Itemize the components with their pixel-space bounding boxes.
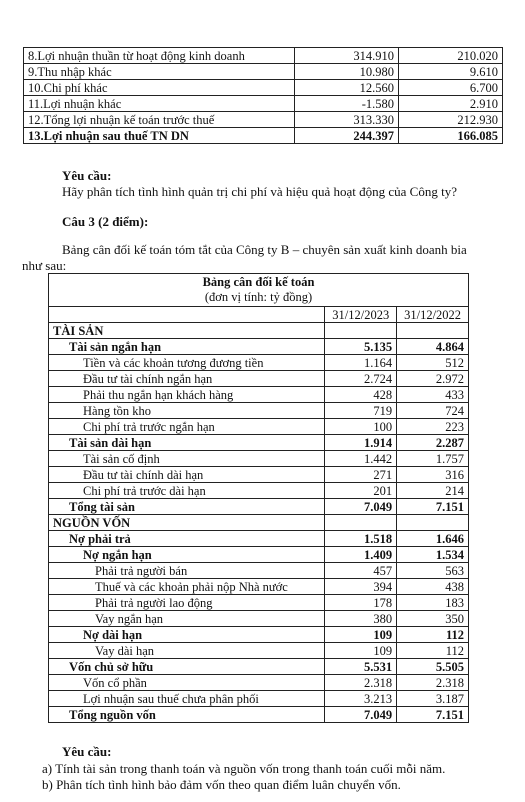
balance-sheet-value-2022: 2.318 [397,675,469,691]
income-value-1: 10.980 [295,64,399,80]
balance-sheet-value-2022: 223 [397,419,469,435]
balance-sheet-unit: (đơn vị tính: tỷ đồng) [204,290,313,304]
income-row [24,80,503,96]
balance-sheet-value-2023: 1.164 [325,355,397,371]
balance-sheet-value-2023: 100 [325,419,397,435]
balance-sheet-value-2023: 271 [325,467,397,483]
balance-sheet-value-2023: 3.213 [325,691,397,707]
income-value-2: 2.910 [399,96,503,112]
balance-sheet-row [49,467,469,483]
balance-sheet-value-2023: 2.724 [325,371,397,387]
balance-sheet-value-2022: 438 [397,579,469,595]
balance-sheet-value-2022: 7.151 [397,707,469,723]
income-value-1: -1.580 [295,96,399,112]
balance-sheet-value-2023: 109 [325,643,397,659]
requirement-2-title: Yêu cầu: [62,744,112,759]
income-statement-table [23,47,503,144]
balance-sheet-label: Vốn cổ phần [49,675,325,691]
balance-sheet-row [49,435,469,451]
balance-sheet-row [49,627,469,643]
balance-sheet-row [49,483,469,499]
balance-sheet-value-2022: 724 [397,403,469,419]
balance-sheet-value-2022: 112 [397,643,469,659]
balance-sheet-label: Đầu tư tài chính dài hạn [49,467,325,483]
income-row [24,128,503,144]
income-label: 8.Lợi nhuận thuần từ hoạt động kinh doanh [24,48,295,64]
balance-sheet-label: Nợ dài hạn [49,627,325,643]
balance-sheet-value-2023: 5.135 [325,339,397,355]
balance-sheet-value-2023: 109 [325,627,397,643]
requirement-2-a: a) Tính tài sản trong thanh toán và nguồn vốn trong thanh toán cuối mỗi năm. [42,761,446,776]
balance-sheet-row [49,403,469,419]
income-value-1: 12.560 [295,80,399,96]
requirement-1-title: Yêu cầu: [62,168,112,183]
balance-sheet-value-2022: 3.187 [397,691,469,707]
balance-sheet-row [49,707,469,723]
balance-sheet-value-2023: 428 [325,387,397,403]
balance-sheet-label: Tổng nguồn vốn [49,707,325,723]
balance-sheet-value-2022 [397,323,469,339]
balance-sheet-value-2022: 563 [397,563,469,579]
balance-sheet-value-2023: 5.531 [325,659,397,675]
balance-sheet-label: Phải trả người bán [49,563,325,579]
balance-sheet-row [49,387,469,403]
requirement-1-text: Hãy phân tích tình hình quản trị chi phí và hiệu quả hoạt động của Công ty? [62,184,457,199]
balance-sheet-row [49,643,469,659]
income-value-2: 166.085 [399,128,503,144]
balance-sheet-label: Vay ngắn hạn [49,611,325,627]
header-blank-cell [49,307,325,323]
balance-sheet-value-2022: 433 [397,387,469,403]
balance-sheet-row [49,563,469,579]
column-header-2023: 31/12/2023 [325,307,397,323]
balance-sheet-value-2022: 5.505 [397,659,469,675]
balance-sheet-value-2023: 394 [325,579,397,595]
balance-sheet-label: Tài sản ngắn hạn [49,339,325,355]
income-label: 11.Lợi nhuận khác [24,96,295,112]
requirement-2-b: b) Phân tích tình hình bảo đảm vốn theo quan điểm luân chuyển vốn. [42,777,401,792]
income-label: 9.Thu nhập khác [24,64,295,80]
balance-sheet-row [49,579,469,595]
balance-sheet-row [49,499,469,515]
balance-sheet-label: Vốn chủ sở hữu [49,659,325,675]
balance-sheet-value-2023: 1.518 [325,531,397,547]
income-row [24,48,503,64]
balance-sheet-value-2022: 1.534 [397,547,469,563]
balance-sheet-value-2023: 380 [325,611,397,627]
balance-sheet-label: Chi phí trả trước dài hạn [49,483,325,499]
balance-sheet-row [49,691,469,707]
balance-sheet-heading [49,274,469,307]
balance-sheet-label: Nợ phải trả [49,531,325,547]
income-value-2: 9.610 [399,64,503,80]
balance-sheet-value-2023: 1.442 [325,451,397,467]
balance-sheet-row [49,611,469,627]
balance-sheet-value-2022: 1.757 [397,451,469,467]
income-row [24,96,503,112]
balance-sheet-value-2023: 457 [325,563,397,579]
balance-sheet-row [49,451,469,467]
balance-sheet-row [49,339,469,355]
balance-sheet-value-2023: 2.318 [325,675,397,691]
balance-sheet-value-2023 [325,323,397,339]
balance-sheet-row [49,659,469,675]
balance-sheet-label: Phải thu ngắn hạn khách hàng [49,387,325,403]
income-value-2: 212.930 [399,112,503,128]
balance-sheet-label: Phải trả người lao động [49,595,325,611]
balance-sheet-label: Tiền và các khoản tương đương tiền [49,355,325,371]
balance-sheet-value-2023: 178 [325,595,397,611]
question-3-title: Câu 3 (2 điểm): [62,214,149,229]
balance-sheet-title: Bảng cân đối kế toán [202,275,315,289]
balance-sheet-value-2023: 7.049 [325,499,397,515]
balance-sheet-label: Thuế và các khoản phải nộp Nhà nước [49,579,325,595]
income-label: 12.Tổng lợi nhuận kế toán trước thuế [24,112,295,128]
balance-sheet-label: Hàng tồn kho [49,403,325,419]
income-value-1: 244.397 [295,128,399,144]
balance-sheet-value-2023: 7.049 [325,707,397,723]
balance-sheet-value-2022: 112 [397,627,469,643]
balance-sheet-row [49,323,469,339]
question-3-intro-continued: như sau: [22,258,67,273]
balance-sheet-value-2023: 719 [325,403,397,419]
balance-sheet-label: TÀI SẢN [49,323,325,339]
balance-sheet-value-2022: 1.646 [397,531,469,547]
balance-sheet-table [48,273,469,723]
balance-sheet-value-2022: 316 [397,467,469,483]
balance-sheet-value-2023: 1.914 [325,435,397,451]
balance-sheet-value-2022 [397,515,469,531]
balance-sheet-row [49,547,469,563]
balance-sheet-row [49,515,469,531]
income-label: 10.Chi phí khác [24,80,295,96]
balance-sheet-value-2022: 214 [397,483,469,499]
balance-sheet-label: Tài sản cố định [49,451,325,467]
income-value-2: 210.020 [399,48,503,64]
balance-sheet-value-2022: 350 [397,611,469,627]
balance-sheet-label: Nợ ngắn hạn [49,547,325,563]
income-row [24,112,503,128]
income-value-1: 314.910 [295,48,399,64]
income-value-1: 313.330 [295,112,399,128]
balance-sheet-row [49,531,469,547]
balance-sheet-value-2023: 1.409 [325,547,397,563]
balance-sheet-row [49,355,469,371]
balance-sheet-value-2022: 7.151 [397,499,469,515]
question-3-intro: Bảng cân đối kế toán tóm tắt của Công ty B – chuyên sản xuất kinh doanh bia [62,242,467,257]
balance-sheet-row [49,419,469,435]
balance-sheet-label: Tài sản dài hạn [49,435,325,451]
balance-sheet-row [49,371,469,387]
balance-sheet-value-2023: 201 [325,483,397,499]
income-row [24,64,503,80]
balance-sheet-label: Lợi nhuận sau thuế chưa phân phối [49,691,325,707]
balance-sheet-row [49,675,469,691]
balance-sheet-label: Chi phí trả trước ngắn hạn [49,419,325,435]
income-value-2: 6.700 [399,80,503,96]
balance-sheet-label: NGUỒN VỐN [49,515,325,531]
balance-sheet-value-2022: 2.287 [397,435,469,451]
balance-sheet-value-2022: 4.864 [397,339,469,355]
balance-sheet-label: Vay dài hạn [49,643,325,659]
balance-sheet-value-2022: 2.972 [397,371,469,387]
balance-sheet-value-2022: 183 [397,595,469,611]
balance-sheet-value-2022: 512 [397,355,469,371]
balance-sheet-label: Tổng tài sản [49,499,325,515]
balance-sheet-row [49,595,469,611]
column-header-2022: 31/12/2022 [397,307,469,323]
balance-sheet-value-2023 [325,515,397,531]
income-label: 13.Lợi nhuận sau thuế TN DN [24,128,295,144]
balance-sheet-label: Đầu tư tài chính ngắn hạn [49,371,325,387]
